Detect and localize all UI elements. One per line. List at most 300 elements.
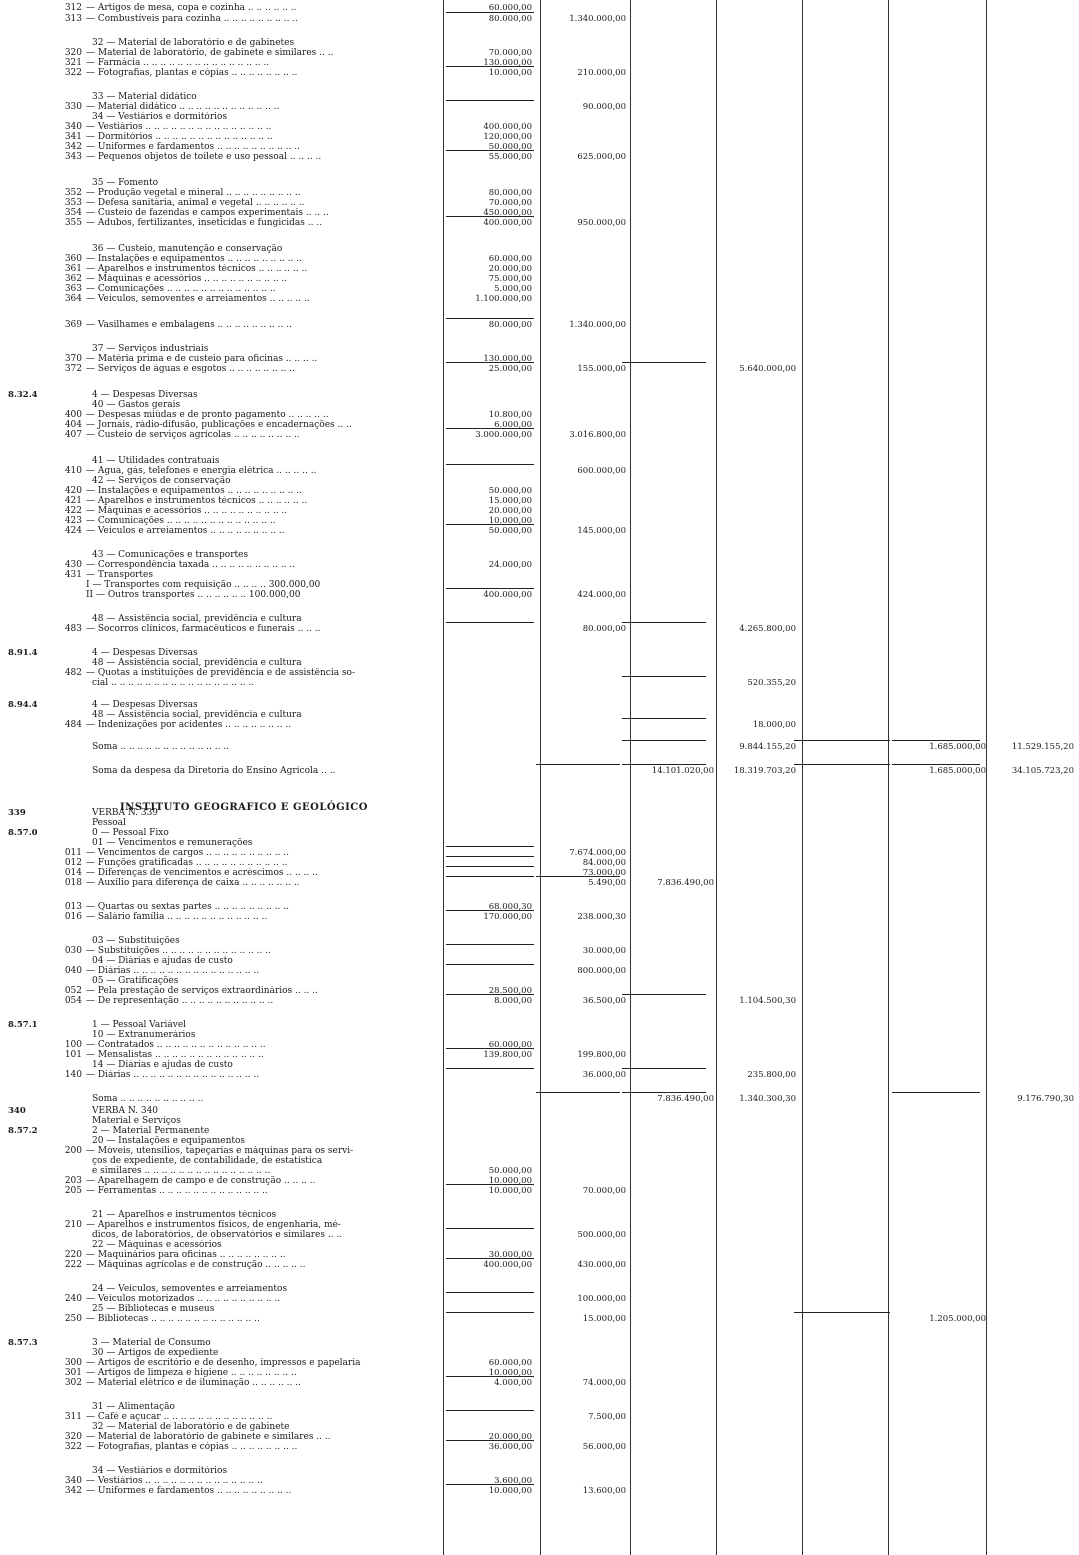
table-row bbox=[0, 102, 1079, 112]
item-description: — Vestiários .. .. .. .. .. .. .. .. .. .. .. .. .. .. bbox=[86, 1476, 263, 1486]
item-code: 421 bbox=[64, 496, 82, 506]
table-row bbox=[0, 1030, 1079, 1040]
amount-col-5: 1.685.000,00 bbox=[929, 766, 986, 776]
amount-col-4: 18.319.703,20 bbox=[733, 766, 796, 776]
item-description: — Fotografias, plantas e cópias .. .. .. .. .. .. .. .. bbox=[86, 68, 298, 78]
item-description: — Aparelhos e instrumentos técnicos .. .. .. .. .. .. bbox=[86, 496, 308, 506]
amount-col-1: 400.000,00 bbox=[483, 122, 532, 132]
item-description: — Veículos, semoventes e arreiamentos .. .. .. .. .. bbox=[86, 294, 310, 304]
table-row bbox=[0, 1060, 1079, 1070]
amount-col-1: 20.000,00 bbox=[488, 1432, 532, 1442]
section-code: 8.57.2 bbox=[8, 1126, 38, 1136]
table-row bbox=[0, 142, 1079, 152]
item-description: Soma .. .. .. .. .. .. .. .. .. .. .. .. .. bbox=[92, 742, 230, 752]
item-description: — Material de laboratório, de gabinete e similares .. .. bbox=[86, 48, 334, 58]
item-description: 48 — Assistência social, previdência e cultura bbox=[92, 710, 302, 720]
amount-col-2: 84.000,00 bbox=[582, 858, 626, 868]
amount-col-1: 400.000,00 bbox=[483, 590, 532, 600]
table-row bbox=[0, 1368, 1079, 1378]
table-row bbox=[0, 1294, 1079, 1304]
item-code: 200 bbox=[64, 1146, 82, 1156]
section-code: 8.57.1 bbox=[8, 1020, 38, 1030]
table-row bbox=[0, 1070, 1079, 1080]
item-code: 313 bbox=[64, 14, 82, 24]
subtotal-rule bbox=[446, 910, 534, 911]
amount-col-1: 10.800,00 bbox=[488, 410, 532, 420]
subtotal-rule bbox=[794, 1312, 890, 1313]
table-row bbox=[0, 710, 1079, 720]
table-row bbox=[0, 902, 1079, 912]
amount-col-2: 1.340.000,00 bbox=[569, 320, 626, 330]
amount-col-1: 60.000,00 bbox=[488, 254, 532, 264]
item-code: 355 bbox=[64, 218, 82, 228]
item-description: 41 — Utilidades contratuais bbox=[92, 456, 220, 466]
table-row bbox=[0, 624, 1079, 634]
amount-col-2: 800.000,00 bbox=[577, 966, 626, 976]
table-row bbox=[0, 3, 1079, 13]
item-description: 48 — Assistência social, previdência e cultura bbox=[92, 658, 302, 668]
amount-col-1: 10.000,00 bbox=[488, 1486, 532, 1496]
amount-col-1: 3.000.000,00 bbox=[475, 430, 532, 440]
item-code: 013 bbox=[64, 902, 82, 912]
item-description: — Diárias .. .. .. .. .. .. .. .. .. .. .. .. .. .. .. bbox=[86, 966, 260, 976]
amount-col-2: 13.600,00 bbox=[582, 1486, 626, 1496]
table-row bbox=[0, 1466, 1079, 1476]
item-description: 35 — Fomento bbox=[92, 178, 159, 188]
item-description: — Móveis, utensílios, tapeçarias e máquinas para os servi- bbox=[86, 1146, 354, 1156]
item-description: 05 — Gratificações bbox=[92, 976, 179, 986]
item-code: 370 bbox=[64, 354, 82, 364]
item-description: — Máquinas e acessórios .. .. .. .. .. .. .. .. .. .. bbox=[86, 274, 288, 284]
amount-col-2: 210.000,00 bbox=[577, 68, 626, 78]
item-description: — Auxílio para diferença de caixa .. .. .. .. .. .. .. bbox=[86, 878, 300, 888]
table-row bbox=[0, 1094, 1079, 1104]
item-description: — Socorros clínicos, farmacêuticos e funerais .. .. .. bbox=[86, 624, 321, 634]
amount-col-4: 520.355,20 bbox=[747, 678, 796, 688]
table-row bbox=[0, 344, 1079, 354]
item-description: — Máquinas agrícolas e de construção .. .. .. .. .. bbox=[86, 1260, 306, 1270]
amount-col-2: 430.000,00 bbox=[577, 1260, 626, 1270]
amount-col-1: 10.000,00 bbox=[488, 1186, 532, 1196]
table-row bbox=[0, 590, 1079, 600]
table-row bbox=[0, 1020, 1079, 1030]
subtotal-rule bbox=[446, 1068, 534, 1069]
item-description: 30 — Artigos de expediente bbox=[92, 1348, 219, 1358]
subtotal-rule bbox=[446, 318, 534, 319]
subtotal-rule bbox=[446, 428, 534, 429]
item-description: Soma .. .. .. .. .. .. .. .. .. .. bbox=[92, 1094, 204, 1104]
amount-col-1: 80.000,00 bbox=[488, 320, 532, 330]
item-description: 34 — Vestiários e dormitórios bbox=[92, 112, 228, 122]
item-description: 4 — Despesas Diversas bbox=[92, 700, 198, 710]
table-row bbox=[0, 506, 1079, 516]
item-description: — Dormitórios .. .. .. .. .. .. .. .. .. .. .. .. .. .. bbox=[86, 132, 273, 142]
item-code: 341 bbox=[64, 132, 82, 142]
table-row bbox=[0, 294, 1079, 304]
table-row bbox=[0, 1260, 1079, 1270]
table-row bbox=[0, 198, 1079, 208]
item-description: — Defesa sanitária, animal e vegetal .. .. .. .. .. .. bbox=[86, 198, 305, 208]
amount-col-2: 625.000,00 bbox=[577, 152, 626, 162]
amount-col-1: 25.000,00 bbox=[488, 364, 532, 374]
item-description: — Pequenos objetos de toilete e uso pessoal .. .. .. .. bbox=[86, 152, 322, 162]
item-code: 420 bbox=[64, 486, 82, 496]
item-code: 300 bbox=[64, 1358, 82, 1368]
amount-col-1: 10.000,00 bbox=[488, 516, 532, 526]
item-description: — Aparelhos e instrumentos técnicos .. .. .. .. .. .. bbox=[86, 264, 308, 274]
item-description: 21 — Aparelhos e instrumentos técnicos bbox=[92, 1210, 277, 1220]
table-row bbox=[0, 1040, 1079, 1050]
table-row bbox=[0, 410, 1079, 420]
subtotal-rule bbox=[446, 362, 534, 363]
amount-col-4: 9.844.155,20 bbox=[739, 742, 796, 752]
item-description: 4 — Despesas Diversas bbox=[92, 390, 198, 400]
amount-col-2: 56.000,00 bbox=[582, 1442, 626, 1452]
table-row bbox=[0, 476, 1079, 486]
table-row bbox=[0, 466, 1079, 476]
item-description: ços de expediente, de contabilidade, de estatística bbox=[92, 1156, 323, 1166]
item-description: — Diárias .. .. .. .. .. .. .. .. .. .. .. .. .. .. .. bbox=[86, 1070, 260, 1080]
table-row bbox=[0, 1220, 1079, 1230]
item-description: 01 — Vencimentos e remunerações bbox=[92, 838, 253, 848]
table-row bbox=[0, 152, 1079, 162]
item-description: — Transportes bbox=[86, 570, 153, 580]
table-row bbox=[0, 946, 1079, 956]
table-row bbox=[0, 858, 1079, 868]
subtotal-rule bbox=[446, 846, 534, 847]
amount-col-1: 30.000,00 bbox=[488, 1250, 532, 1260]
item-code: 101 bbox=[64, 1050, 82, 1060]
table-row bbox=[0, 818, 1079, 828]
subtotal-rule bbox=[536, 764, 620, 765]
table-row bbox=[0, 400, 1079, 410]
amount-col-1: 400.000,00 bbox=[483, 1260, 532, 1270]
item-description: Material e Serviços bbox=[92, 1116, 181, 1126]
item-description: — Matéria prima e de custeio para oficinas .. .. .. .. bbox=[86, 354, 318, 364]
item-description: — Maquinários para oficinas .. .. .. .. .. .. .. .. bbox=[86, 1250, 286, 1260]
item-description: 31 — Alimentação bbox=[92, 1402, 175, 1412]
item-code: 369 bbox=[64, 320, 82, 330]
amount-col-4: 1.340.300,30 bbox=[739, 1094, 796, 1104]
table-row bbox=[0, 668, 1079, 678]
amount-col-5: 1.685.000,00 bbox=[929, 742, 986, 752]
subtotal-rule bbox=[446, 1228, 534, 1229]
item-code: 364 bbox=[64, 294, 82, 304]
table-row bbox=[0, 48, 1079, 58]
amount-col-1: 60.000,00 bbox=[488, 1040, 532, 1050]
item-code: 302 bbox=[64, 1378, 82, 1388]
amount-col-6: 9.176.790,30 bbox=[1017, 1094, 1074, 1104]
subtotal-rule bbox=[446, 876, 534, 877]
subtotal-rule bbox=[446, 1440, 534, 1441]
table-row bbox=[0, 1050, 1079, 1060]
item-description: — Vasilhames e embalagens .. .. .. .. .. .. .. .. .. bbox=[86, 320, 292, 330]
amount-col-1: 60.000,00 bbox=[488, 1358, 532, 1368]
item-description: — Adubos, fertilizantes, inseticidas e fungicidas .. .. bbox=[86, 218, 323, 228]
item-description: 3 — Material de Consumo bbox=[92, 1338, 211, 1348]
table-row bbox=[0, 766, 1079, 776]
amount-col-3: 7.836.490,00 bbox=[657, 1094, 714, 1104]
item-description: 04 — Diárias e ajudas de custo bbox=[92, 956, 233, 966]
item-code: 205 bbox=[64, 1186, 82, 1196]
amount-col-1: 130.000,00 bbox=[483, 354, 532, 364]
amount-col-1: 10.000,00 bbox=[488, 1368, 532, 1378]
amount-col-2: 70.000,00 bbox=[582, 1186, 626, 1196]
amount-col-2: 74.000,00 bbox=[582, 1378, 626, 1388]
table-row bbox=[0, 526, 1079, 536]
table-row bbox=[0, 354, 1079, 364]
amount-col-1: 28.500,00 bbox=[488, 986, 532, 996]
item-description: — Indenizações por acidentes .. .. .. .. .. .. .. .. bbox=[86, 720, 292, 730]
item-description: — Pela prestação de serviços extraordinários .. .. .. bbox=[86, 986, 318, 996]
table-row bbox=[0, 456, 1079, 466]
table-row bbox=[0, 218, 1079, 228]
subtotal-rule bbox=[446, 866, 534, 867]
table-row bbox=[0, 390, 1079, 400]
table-row bbox=[0, 1442, 1079, 1452]
table-row bbox=[0, 936, 1079, 946]
item-description: 25 — Bibliotecas e museus bbox=[92, 1304, 215, 1314]
subtotal-rule bbox=[446, 12, 534, 13]
amount-col-1: 130.000,00 bbox=[483, 58, 532, 68]
item-code: 040 bbox=[64, 966, 82, 976]
item-description: — Máquinas e acessórios .. .. .. .. .. .. .. .. .. .. bbox=[86, 506, 288, 516]
section-code: 8.94.4 bbox=[8, 700, 38, 710]
table-row bbox=[0, 1146, 1079, 1156]
item-code: 301 bbox=[64, 1368, 82, 1378]
item-description: 32 — Material de laboratório e de gabinete bbox=[92, 1422, 290, 1432]
item-code: 322 bbox=[64, 68, 82, 78]
subtotal-rule bbox=[622, 676, 706, 677]
amount-col-2: 36.000,00 bbox=[582, 1070, 626, 1080]
table-row bbox=[0, 1422, 1079, 1432]
amount-col-3: 14.101.020,00 bbox=[651, 766, 714, 776]
item-description: — Fotografias, plantas e cópias .. .. .. .. .. .. .. .. bbox=[86, 1442, 298, 1452]
table-row bbox=[0, 254, 1079, 264]
item-description: — Artigos de mesa, copa e cozinha .. .. .. .. .. .. bbox=[86, 3, 297, 13]
table-row bbox=[0, 496, 1079, 506]
item-description: — Correspondência taxada .. .. .. .. .. .. .. .. .. .. bbox=[86, 560, 296, 570]
item-description: 1 — Pessoal Variável bbox=[92, 1020, 187, 1030]
amount-col-1: 10.000,00 bbox=[488, 1176, 532, 1186]
table-row bbox=[0, 1230, 1079, 1240]
table-row bbox=[0, 516, 1079, 526]
item-code: 431 bbox=[64, 570, 82, 580]
item-description: 10 — Extranumerários bbox=[92, 1030, 196, 1040]
item-code: 240 bbox=[64, 1294, 82, 1304]
amount-col-2: 3.016.800,00 bbox=[569, 430, 626, 440]
table-row bbox=[0, 742, 1079, 752]
table-row bbox=[0, 1412, 1079, 1422]
table-row bbox=[0, 1348, 1079, 1358]
item-description: — Custeio de serviços agrícolas .. .. .. .. .. .. .. .. bbox=[86, 430, 300, 440]
table-row bbox=[0, 912, 1079, 922]
item-description: — De representação .. .. .. .. .. .. .. .. .. .. .. bbox=[86, 996, 274, 1006]
amount-col-1: 170.000,00 bbox=[483, 912, 532, 922]
item-description: — Bibliotecas .. .. .. .. .. .. .. .. .. .. .. .. .. bbox=[86, 1314, 260, 1324]
subtotal-rule bbox=[892, 1092, 980, 1093]
item-code: 210 bbox=[64, 1220, 82, 1230]
item-code: 203 bbox=[64, 1176, 82, 1186]
item-description: 36 — Custeio, manutenção e conservação bbox=[92, 244, 283, 254]
item-description: 42 — Serviços de conservação bbox=[92, 476, 231, 486]
table-row bbox=[0, 58, 1079, 68]
table-row bbox=[0, 580, 1079, 590]
item-code: 343 bbox=[64, 152, 82, 162]
table-row bbox=[0, 1136, 1079, 1146]
item-code: 483 bbox=[64, 624, 82, 634]
table-row bbox=[0, 614, 1079, 624]
item-description: 22 — Máquinas e acessórios bbox=[92, 1240, 222, 1250]
table-row bbox=[0, 14, 1079, 24]
amount-col-1: 70.000,00 bbox=[488, 48, 532, 58]
table-row bbox=[0, 700, 1079, 710]
table-row bbox=[0, 112, 1079, 122]
item-description: 32 — Material de laboratório e de gabinetes bbox=[92, 38, 295, 48]
item-description: 24 — Veículos, semoventes e arreiamentos bbox=[92, 1284, 288, 1294]
item-description: — Combustíveis para cozinha .. .. .. .. .. .. .. .. .. bbox=[86, 14, 299, 24]
table-row bbox=[0, 1476, 1079, 1486]
subtotal-rule bbox=[446, 464, 534, 465]
item-code: 372 bbox=[64, 364, 82, 374]
table-row bbox=[0, 68, 1079, 78]
amount-col-2: 100.000,00 bbox=[577, 1294, 626, 1304]
table-row bbox=[0, 1250, 1079, 1260]
table-row bbox=[0, 38, 1079, 48]
amount-col-2: 424.000,00 bbox=[577, 590, 626, 600]
item-code: 342 bbox=[64, 142, 82, 152]
subtotal-rule bbox=[446, 856, 534, 857]
item-description: e similares .. .. .. .. .. .. .. .. .. .. .. .. .. .. .. bbox=[92, 1166, 271, 1176]
item-description: — Material elétrico e de iluminação .. .. .. .. .. .. bbox=[86, 1378, 301, 1388]
item-code: 320 bbox=[64, 48, 82, 58]
amount-col-1: 1.100.000,00 bbox=[475, 294, 532, 304]
table-row bbox=[0, 1338, 1079, 1348]
amount-col-1: 50.000,00 bbox=[488, 1166, 532, 1176]
amount-col-1: 3.600,00 bbox=[494, 1476, 532, 1486]
item-code: 342 bbox=[64, 1486, 82, 1496]
item-description: — Despesas miúdas e de pronto pagamento .. .. .. .. .. bbox=[86, 410, 329, 420]
subtotal-rule bbox=[446, 944, 534, 945]
item-code: 016 bbox=[64, 912, 82, 922]
subtotal-rule bbox=[446, 66, 534, 67]
table-row bbox=[0, 570, 1079, 580]
table-row bbox=[0, 208, 1079, 218]
amount-col-1: 400.000,00 bbox=[483, 218, 532, 228]
table-row bbox=[0, 1106, 1079, 1116]
table-row bbox=[0, 178, 1079, 188]
item-description: — Produção vegetal e mineral .. .. .. .. .. .. .. .. .. bbox=[86, 188, 301, 198]
table-row bbox=[0, 1210, 1079, 1220]
table-row bbox=[0, 720, 1079, 730]
item-description: 40 — Gastos gerais bbox=[92, 400, 181, 410]
amount-col-1: 75.000,00 bbox=[488, 274, 532, 284]
table-row bbox=[0, 1358, 1079, 1368]
section-code: 8.32.4 bbox=[8, 390, 38, 400]
amount-col-1: 4.000,00 bbox=[494, 1378, 532, 1388]
item-code: 410 bbox=[64, 466, 82, 476]
item-code: 430 bbox=[64, 560, 82, 570]
item-code: 052 bbox=[64, 986, 82, 996]
amount-col-2: 238.000,30 bbox=[577, 912, 626, 922]
table-row bbox=[0, 808, 1079, 818]
item-description: 14 — Diárias e ajudas de custo bbox=[92, 1060, 233, 1070]
item-code: 321 bbox=[64, 58, 82, 68]
item-code: 482 bbox=[64, 668, 82, 678]
item-code: 363 bbox=[64, 284, 82, 294]
table-row bbox=[0, 838, 1079, 848]
item-code: 140 bbox=[64, 1070, 82, 1080]
item-description: — Contratados .. .. .. .. .. .. .. .. .. .. .. .. .. bbox=[86, 1040, 266, 1050]
item-code: 424 bbox=[64, 526, 82, 536]
item-description: Soma da despesa da Diretoria do Ensino Agrícola .. .. bbox=[92, 766, 336, 776]
subtotal-rule bbox=[446, 1184, 534, 1185]
item-description: — Ferramentas .. .. .. .. .. .. .. .. .. .. .. .. .. bbox=[86, 1186, 268, 1196]
item-description: — Funções gratificadas .. .. .. .. .. .. .. .. .. .. .. bbox=[86, 858, 288, 868]
item-description: — Aparelhos e instrumentos físicos, de engenharia, mé- bbox=[86, 1220, 341, 1230]
table-row bbox=[0, 92, 1079, 102]
table-row bbox=[0, 1156, 1079, 1166]
table-row bbox=[0, 956, 1079, 966]
table-row bbox=[0, 1116, 1079, 1126]
amount-col-1: 20.000,00 bbox=[488, 506, 532, 516]
subtotal-rule bbox=[446, 964, 534, 965]
subtotal-rule bbox=[446, 150, 534, 151]
table-row bbox=[0, 1432, 1079, 1442]
item-description: — Comunicações .. .. .. .. .. .. .. .. .. .. .. .. .. bbox=[86, 516, 276, 526]
item-code: 012 bbox=[64, 858, 82, 868]
table-row bbox=[0, 486, 1079, 496]
item-description: VERBA N. 339 bbox=[92, 808, 159, 818]
amount-col-2: 5.490,00 bbox=[588, 878, 626, 888]
table-row bbox=[0, 1402, 1079, 1412]
item-description: — Água, gás, telefones e energia elétrica .. .. .. .. .. bbox=[86, 466, 317, 476]
amount-col-1: 139.800,00 bbox=[483, 1050, 532, 1060]
item-description: — Uniformes e fardamentos .. .. .. .. .. .. .. .. .. .. bbox=[86, 142, 300, 152]
item-code: 014 bbox=[64, 868, 82, 878]
amount-col-4: 5.640.000,00 bbox=[739, 364, 796, 374]
item-description: — Veículos motorizados .. .. .. .. .. .. .. .. .. .. bbox=[86, 1294, 281, 1304]
subtotal-rule bbox=[446, 1258, 534, 1259]
table-row bbox=[0, 848, 1079, 858]
table-row bbox=[0, 430, 1079, 440]
amount-col-2: 145.000,00 bbox=[577, 526, 626, 536]
table-row bbox=[0, 1176, 1079, 1186]
table-row bbox=[0, 1240, 1079, 1250]
item-description: — Salário família .. .. .. .. .. .. .. .. .. .. .. .. bbox=[86, 912, 268, 922]
subtotal-rule bbox=[446, 1410, 534, 1411]
section-code: 340 bbox=[8, 1106, 26, 1116]
item-description: 43 — Comunicações e transportes bbox=[92, 550, 249, 560]
table-row bbox=[0, 420, 1079, 430]
amount-col-1: 8.000,00 bbox=[494, 996, 532, 1006]
item-code: 222 bbox=[64, 1260, 82, 1270]
item-description: dicos, de laboratórios, de observatórios e similares .. .. bbox=[92, 1230, 343, 1240]
item-description: 34 — Vestiários e dormitórios bbox=[92, 1466, 228, 1476]
item-description: II — Outros transportes .. .. .. .. .. .. 100.000,00 bbox=[86, 590, 301, 600]
item-description: 2 — Material Permanente bbox=[92, 1126, 210, 1136]
item-description: — Comunicações .. .. .. .. .. .. .. .. .. .. .. .. .. bbox=[86, 284, 276, 294]
table-row bbox=[0, 364, 1079, 374]
item-code: 423 bbox=[64, 516, 82, 526]
item-description: — Vencimentos de cargos .. .. .. .. .. .. .. .. .. .. bbox=[86, 848, 290, 858]
amount-col-2: 155.000,00 bbox=[577, 364, 626, 374]
subtotal-rule bbox=[446, 1484, 534, 1485]
section-code: 339 bbox=[8, 808, 26, 818]
amount-col-1: 450.000,00 bbox=[483, 208, 532, 218]
subtotal-rule bbox=[536, 1092, 620, 1093]
item-description: — Jornais, rádio-difusão, publicações e encadernações .. .. bbox=[86, 420, 352, 430]
